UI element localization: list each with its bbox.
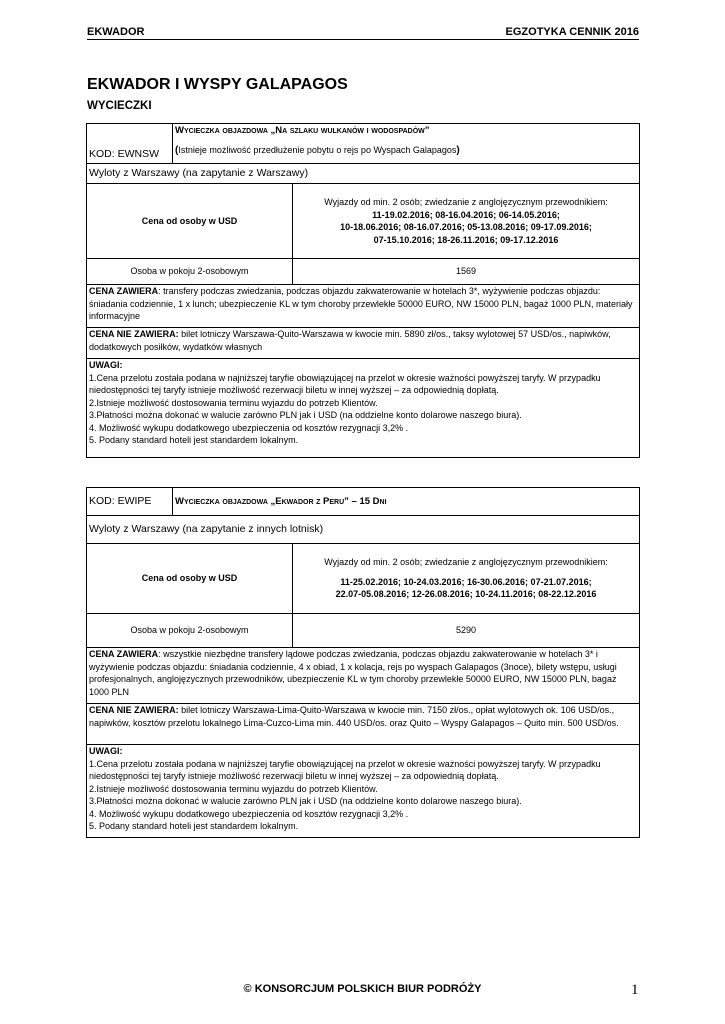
dates-cell <box>293 184 640 259</box>
remark-item: 5. Podany standard hoteli jest standardem lokalnym. <box>89 821 299 831</box>
dates-cell <box>293 544 640 614</box>
trip-name: Wycieczka objazdowa „Ekwador z Peru” – 15 Dni <box>175 495 387 507</box>
page-header <box>87 26 639 40</box>
includes: CENA ZAWIERA: wszystkie niezbędne transfery lądowe podczas zwiedzania, podczas objazdu zakwaterowanie w hotelach 3* i wyżywienie podczas objazdu: śniadania codziennie, 4 x obiad, 1 x kolacja, rejs po wyspach Galapagos (3noce), bilety wstępu, usługi profesjonalnych, anglojęzycznych przewodników, ubezpieczenie KL w tym choroby przewlekłe 50000 EURO, NW 15000 PLN, bagaż 1000 PLN <box>87 648 640 704</box>
header-left: EKWADOR <box>87 26 145 38</box>
room-label: Osoba w pokoju 2-osobowym <box>87 259 293 285</box>
dates-intro: Wyjazdy od min. 2 osób; zwiedzanie z anglojęzycznym przewodnikiem: <box>324 557 608 568</box>
remark-item: 2.Istnieje możliwość dostosowania terminu wyjazdu do potrzeb Klientów. <box>89 783 378 794</box>
page-footer: © KONSORCJUM POLSKICH BIUR PODRÓŻY <box>243 983 482 995</box>
departures: Wyloty z Warszawy (na zapytanie z innych lotnisk) <box>87 516 640 544</box>
room-label: Osoba w pokoju 2-osobowym <box>87 614 293 648</box>
offer-title-cell: Wycieczka objazdowa „Na szlaku wulkanów i wodospadów” (Istnieje możliwość przedłużenie pobytu o rejs po Wyspach Galapagos) <box>173 124 640 164</box>
remark-item: 5. Podany standard hoteli jest standardem lokalnym. <box>89 435 299 445</box>
remarks-label: UWAGI: <box>89 746 123 756</box>
offer-code: KOD: EWIPE <box>87 488 173 516</box>
trip-note: Istnieje możliwość przedłużenie pobytu o rejs po Wyspach Galapagos <box>178 144 457 155</box>
price-label: Cena od osoby w USD <box>87 544 293 614</box>
offer-table-ewipe <box>86 487 640 838</box>
offer-code: KOD: EWNSW <box>87 124 173 164</box>
excludes: CENA NIE ZAWIERA: bilet lotniczy Warszawa-Quito-Warszawa w kwocie min. 5890 zł/os., taksy wylotowej 57 USD/os., napiwków, dodatkowych posiłków, wydatków własnych <box>87 328 640 359</box>
dates-line: 22.07-05.08.2016; 12-26.08.2016; 10-24.11.2016; 08-22.12.2016 <box>335 589 597 600</box>
departures: Wyloty z Warszawy (na zapytanie z Warszawy) <box>87 164 640 184</box>
excludes: CENA NIE ZAWIERA: bilet lotniczy Warszawa-Lima-Quito-Warszawa w kwocie min. 7150 zł/os., opłat wylotowych ok. 106 USD/os., napiwków, kosztów przelotu lokalnego Lima-Cuzco-Lima min. 440 USD/os. oraz Quito – Wyspy Galapagos – Quito min. 500 USD/os. <box>87 704 640 745</box>
page-number: 1 <box>631 982 639 998</box>
dates-line: 07-15.10.2016; 18-26.11.2016; 09-17.12.2016 <box>373 234 559 245</box>
page-title: EKWADOR I WYSPY GALAPAGOS <box>87 76 348 93</box>
remark-item: 2.Istnieje możliwość dostosowania terminu wyjazdu do potrzeb Klientów. <box>89 397 378 408</box>
dates-line: 10-18.06.2016; 08-16.07.2016; 05-13.08.2016; 09-17.09.2016; <box>340 222 592 232</box>
dates-intro: Wyjazdy od min. 2 osób; zwiedzanie z anglojęzycznym przewodnikiem: <box>324 197 608 207</box>
remark-item: 4. Możliwość wykupu dodatkowego ubezpieczenia od kosztów rezygnacji 3,2% . <box>89 808 409 819</box>
price-value: 1569 <box>293 259 640 285</box>
includes: CENA ZAWIERA: transfery podczas zwiedzania, podczas objazdu zakwaterowanie w hotelach 3*, wyżywienie podczas objazdu: śniadania codziennie, 1 x lunch; ubezpieczenie KL w tym choroby przewlekłe 50000 EURO, NW 15000 PLN, bagaż 1000 PLN, materiały informacyjne <box>87 285 640 328</box>
dates-line: 11-19.02.2016; 08-16.04.2016; 06-14.05.2016; <box>372 209 560 220</box>
remark-item: 3.Płatności można dokonać w walucie zarówno PLN jak i USD (na oddzielne konto dolarowe naszego biura). <box>89 410 522 420</box>
remark-item: 1.Cena przelotu została podana w najniższej taryfie obowiązującej na przelot w okresie ważności powyższej taryfy. W przypadku niedostępności tej taryfy istnieje możliwość rezerwacji biletu w innej wyższej – za odpowiednią dopłatą. <box>89 372 601 395</box>
remark-item: 1.Cena przelotu została podana w najniższej taryfie obowiązującej na przelot w okresie ważności powyższej taryfy. W przypadku niedostępności tej taryfy istnieje możliwość rezerwacji biletu w innej wyższej – za odpowiednią dopłatą. <box>89 758 601 781</box>
remarks <box>87 359 640 458</box>
remarks <box>87 745 640 838</box>
trip-name: Wycieczka objazdowa „Na szlaku wulkanów i wodospadów” <box>175 125 430 136</box>
remarks-label: UWAGI: <box>89 360 123 370</box>
header-right: EGZOTYKA CENNIK 2016 <box>505 26 639 38</box>
price-value: 5290 <box>293 614 640 648</box>
offer-title-cell <box>173 488 640 516</box>
remark-item: 3.Płatności można dokonać w walucie zarówno PLN jak i USD (na oddzielne konto dolarowe naszego biura). <box>89 796 522 806</box>
section-subtitle: WYCIECZKI <box>87 100 152 112</box>
offer-table-ewnsw <box>86 123 640 458</box>
remark-item: 4. Możliwość wykupu dodatkowego ubezpieczenia od kosztów rezygnacji 3,2% . <box>89 422 409 433</box>
price-label: Cena od osoby w USD <box>87 184 293 259</box>
dates-line: 11-25.02.2016; 10-24.03.2016; 16-30.06.2016; 07-21.07.2016; <box>340 576 592 587</box>
